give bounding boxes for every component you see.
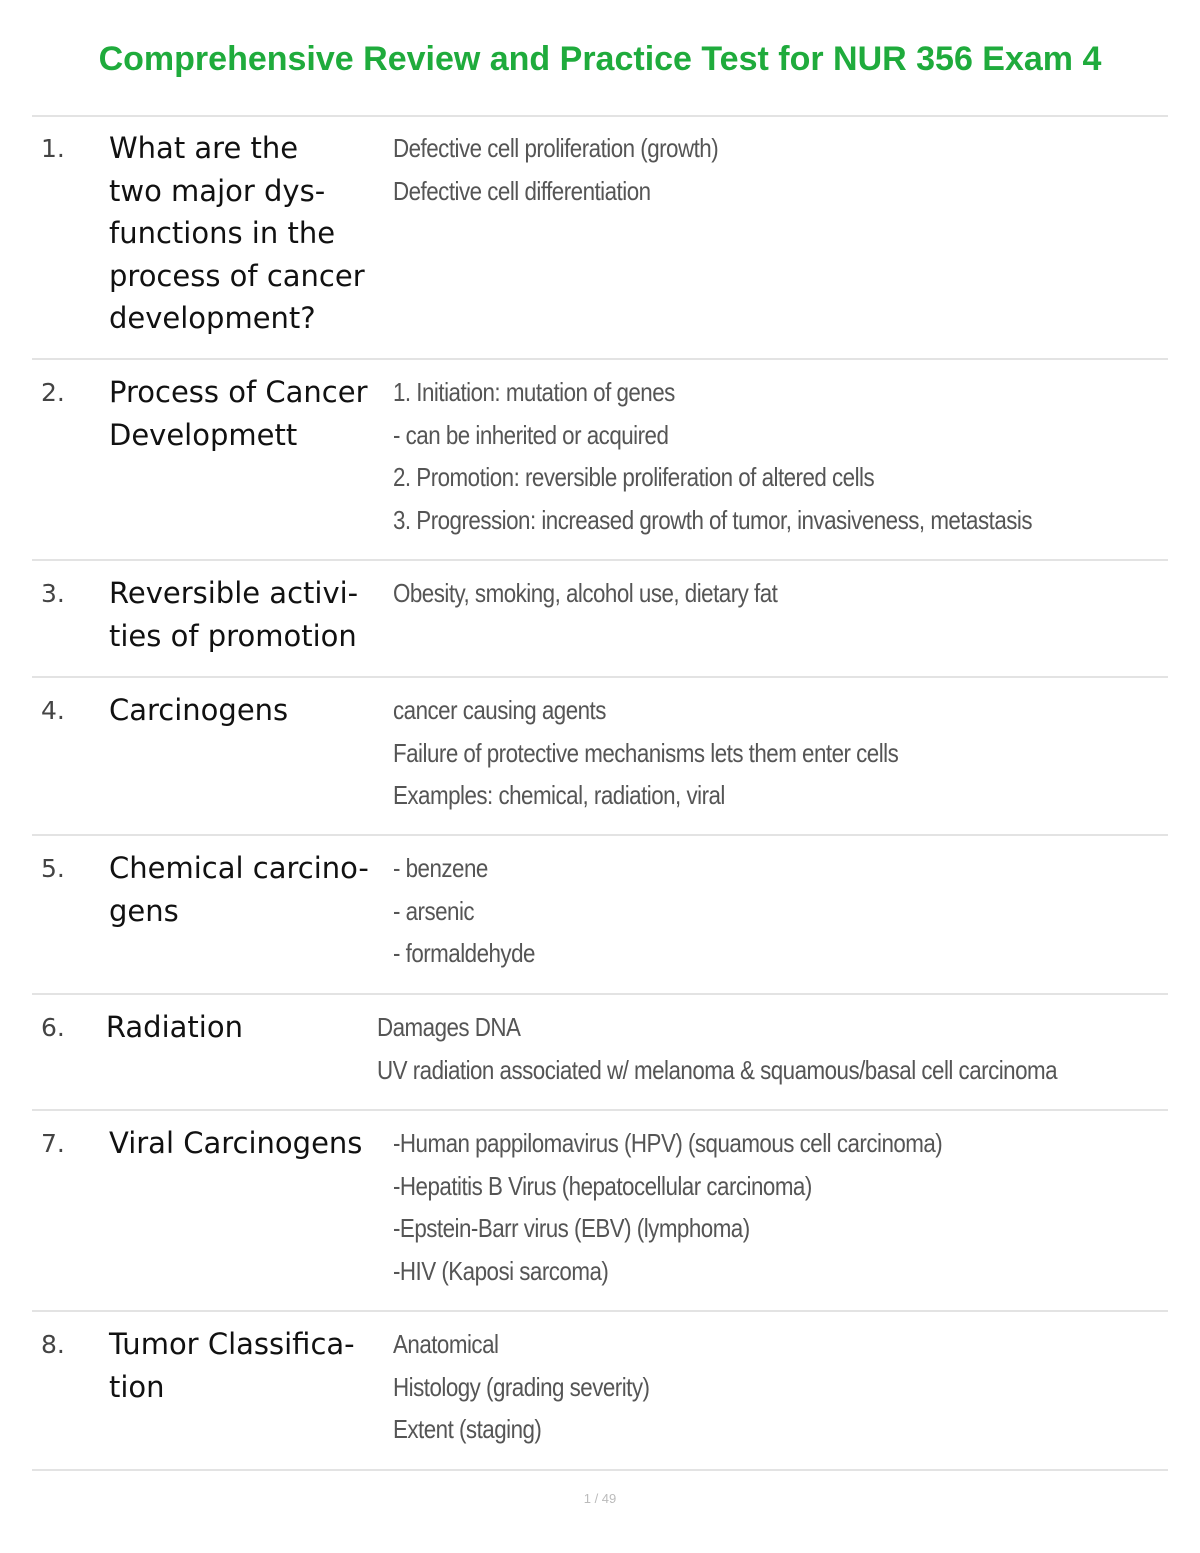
card-number: 1. [41, 134, 65, 163]
card-number: 8. [41, 1330, 65, 1359]
definition-line: cancer causing agents [393, 695, 606, 725]
card-term: What are the two major dys- functions in the process of cancer development? [109, 131, 365, 335]
flashcard-row [32, 116, 1168, 360]
card-number: 4. [41, 696, 65, 725]
card-definition [393, 836, 1060, 993]
definition-line: -Epstein-Barr virus (EBV) (lymphoma) [393, 1213, 750, 1243]
flashcard-row [32, 678, 1168, 836]
definition-line: 2. Promotion: reversible proliferation of altered cells [393, 462, 875, 492]
card-definition [393, 561, 1060, 676]
definition-line: Defective cell differentiation [393, 175, 651, 206]
card-number: 2. [41, 378, 65, 407]
definition-line: 3. Progression: increased growth of tumor, invasiveness, metastasis [393, 504, 1033, 535]
definition-line: -Human pappilomavirus (HPV) (squamous cell carcinoma) [393, 1128, 943, 1158]
page-indicator: 1 / 49 [583, 1491, 617, 1506]
card-term: Process of Cancer Developmett [109, 375, 368, 452]
definition-line: - can be inherited or acquired [393, 419, 669, 450]
definition-line: -HIV (Kaposi sarcoma) [393, 1255, 609, 1286]
card-definition [393, 360, 1060, 559]
definition-line: -Hepatitis B Virus (hepatocellular carcinoma) [393, 1170, 812, 1201]
flashcard-row [32, 1312, 1168, 1471]
card-definition [393, 116, 1060, 358]
card-definition [393, 1111, 1060, 1310]
flashcard-row [32, 561, 1168, 678]
card-number: 3. [41, 579, 65, 608]
card-term: Tumor Classifica- tion [109, 1327, 355, 1404]
card-term: Chemical carcino- gens [109, 851, 369, 928]
definition-line: Histology (grading severity) [393, 1371, 650, 1402]
definition-line: Extent (staging) [393, 1414, 542, 1444]
card-term: Radiation [105, 1010, 243, 1044]
definition-line: - arsenic [393, 895, 475, 926]
page-title: Comprehensive Review and Practice Test for NUR 356 Exam 4 [98, 40, 1102, 78]
flashcard-row [32, 995, 1168, 1111]
card-term: Viral Carcinogens [109, 1126, 363, 1160]
card-number: 7. [41, 1129, 65, 1158]
card-term: Carcinogens [109, 693, 289, 727]
definition-line: Defective cell proliferation (growth) [393, 133, 719, 163]
definition-line: - benzene [393, 853, 488, 883]
card-definition [377, 995, 1057, 1109]
card-number: 6. [41, 1013, 65, 1042]
card-definition [393, 678, 1060, 834]
card-term: Reversible activi- ties of promotion [109, 576, 359, 653]
card-definition [393, 1312, 1060, 1469]
definition-line: Failure of protective mechanisms lets them enter cells [393, 737, 899, 768]
flashcard-row [32, 1111, 1168, 1312]
flashcard-list [32, 116, 1168, 1471]
flashcard-row [32, 836, 1168, 995]
definition-line: 1. Initiation: mutation of genes [393, 377, 675, 407]
definition-line: - formaldehyde [393, 938, 535, 968]
flashcard-row [32, 360, 1168, 561]
definition-line: Obesity, smoking, alcohol use, dietary fat [393, 578, 778, 608]
definition-line: Damages DNA [377, 1012, 521, 1042]
card-number: 5. [41, 854, 65, 883]
definition-line: Anatomical [393, 1329, 499, 1359]
definition-line: UV radiation associated w/ melanoma & squamous/basal cell carcinoma [377, 1054, 1058, 1085]
definition-line: Examples: chemical, radiation, viral [393, 780, 725, 810]
